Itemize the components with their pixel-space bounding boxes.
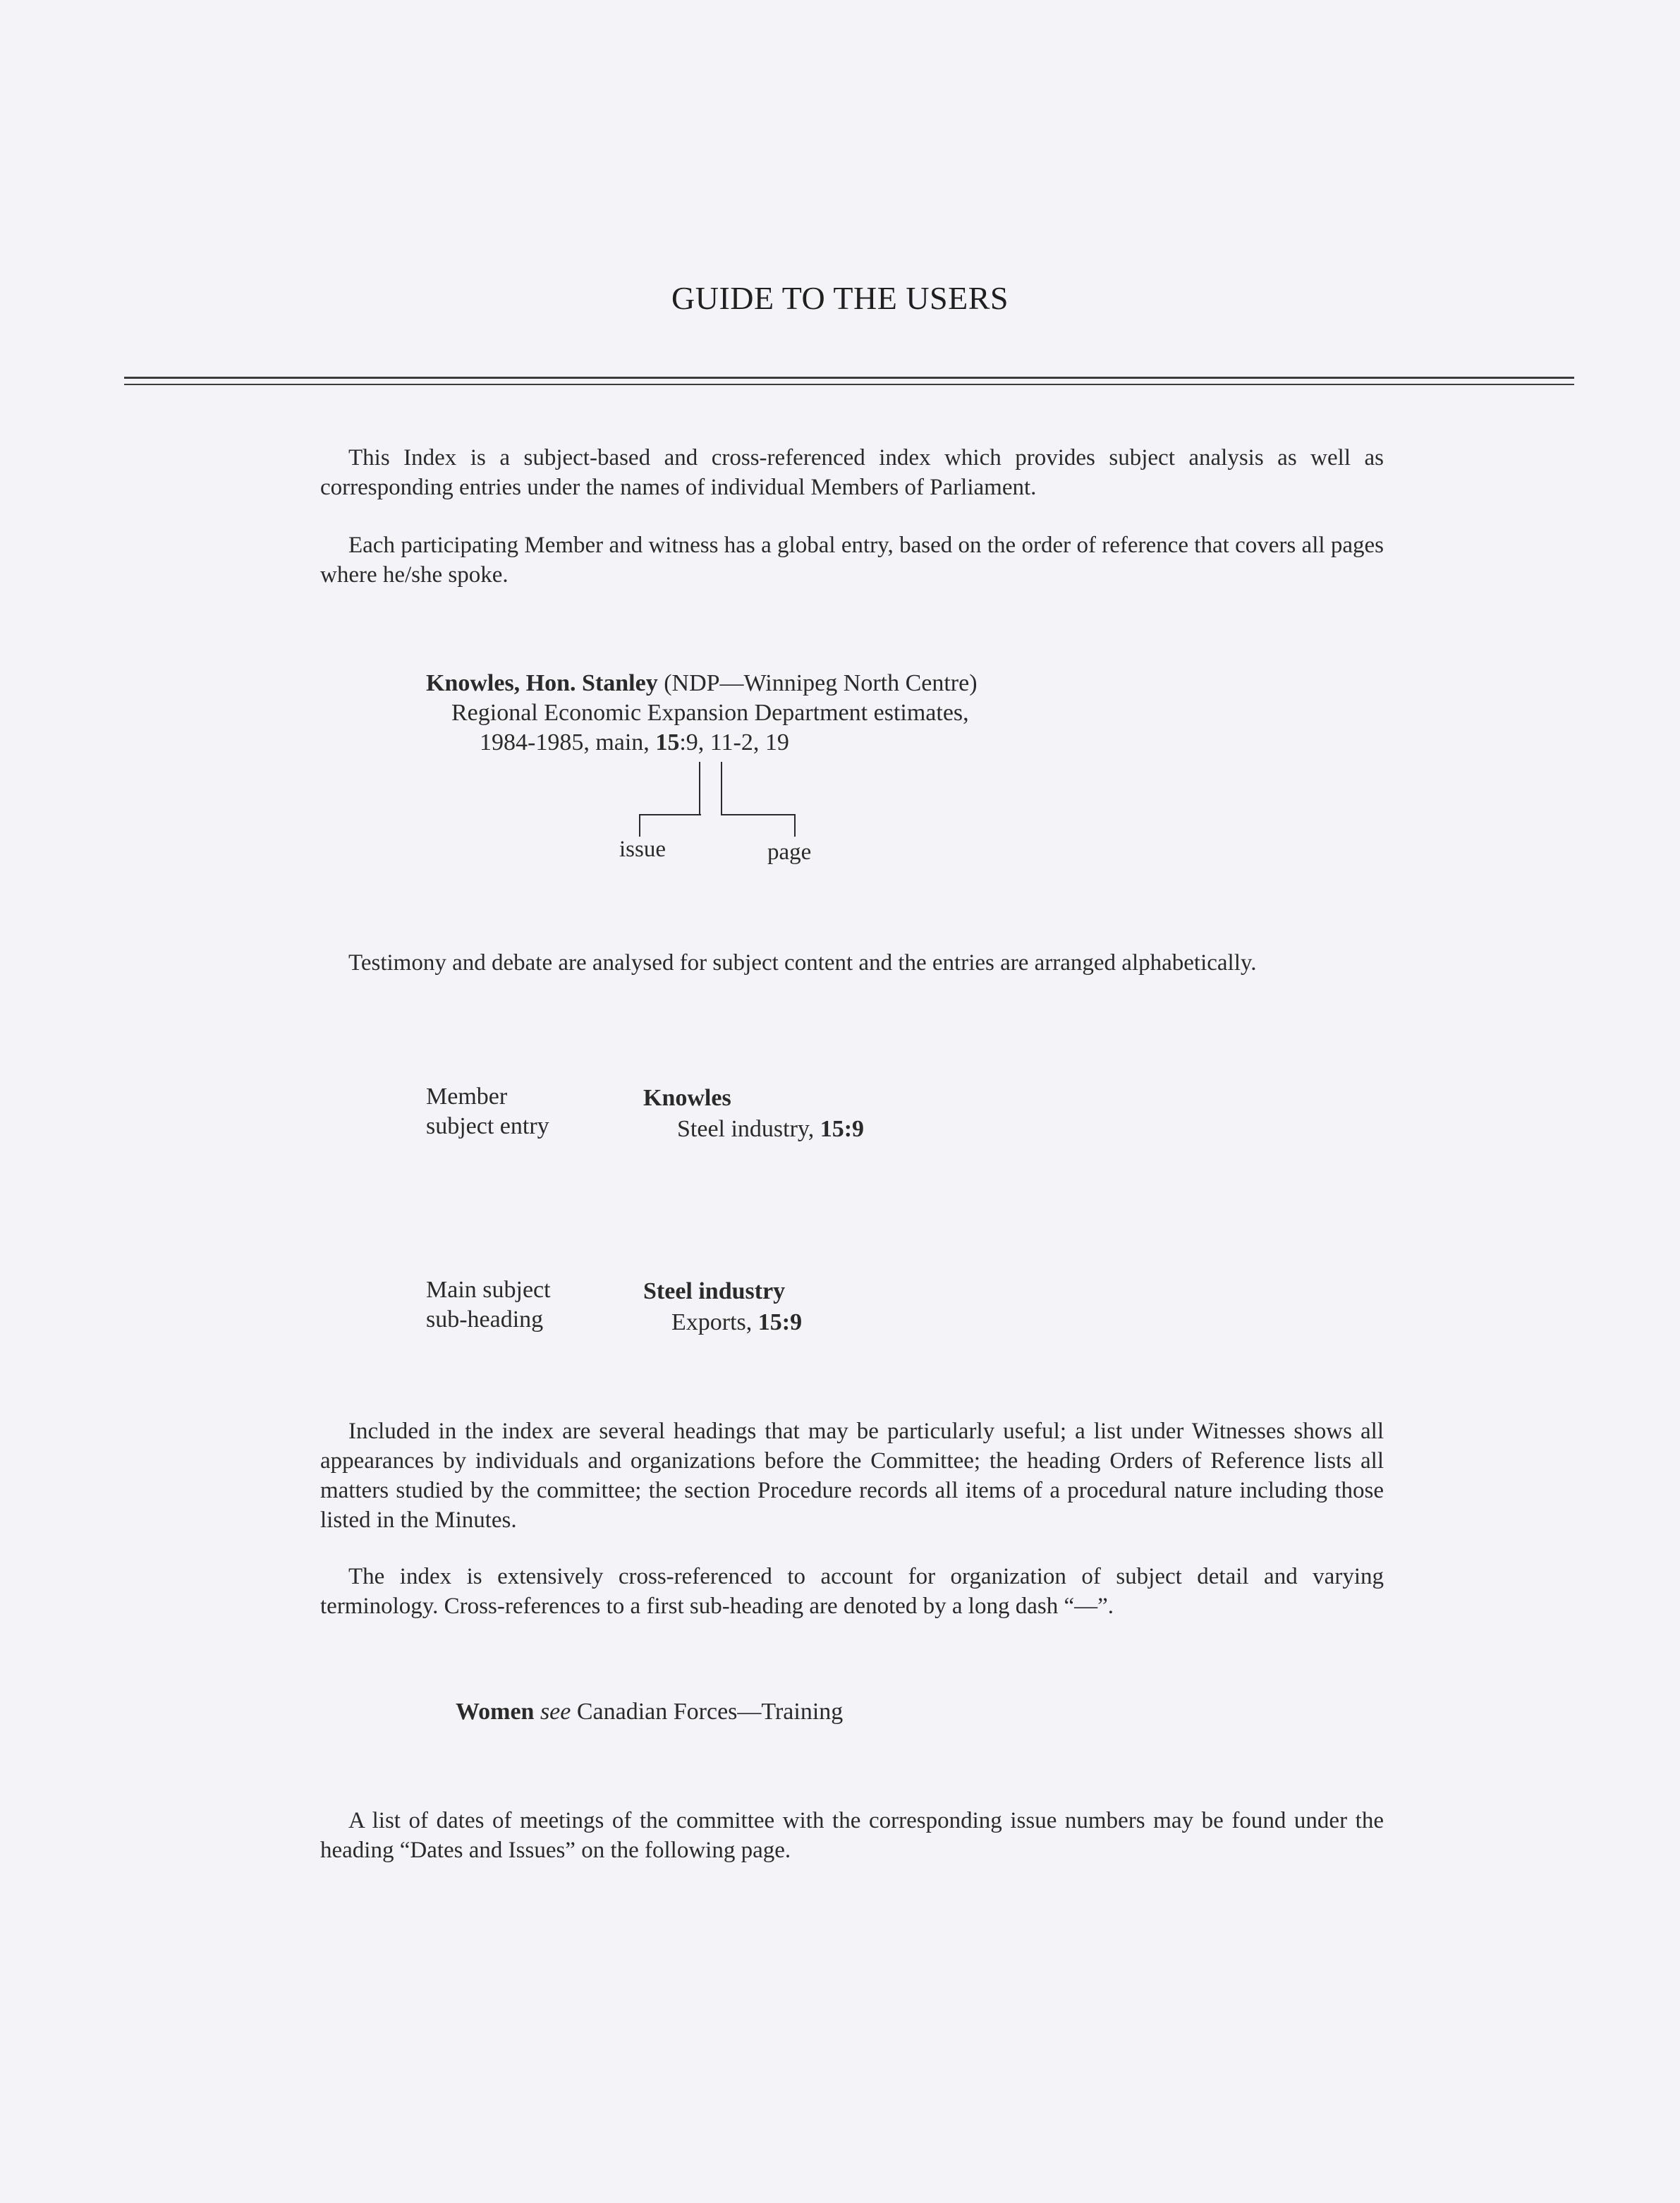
member-affiliation: (NDP—Winnipeg North Centre) [664,670,978,696]
paragraph-testimony: Testimony and debate are analysed for subject content and the entries are arranged alphabetically. [348,950,1257,976]
example2-left-line2: subject entry [426,1113,549,1139]
member-name: Knowles, Hon. Stanley [426,670,658,696]
bracket-issue [639,814,701,837]
intro-paragraph-2: Each participating Member and witness has a global entry, based on the order of reference that covers all pages where he/she spoke. [320,533,1384,588]
example-member-entry-line3: 1984-1985, main, 15:9, 11-2, 19 [480,729,789,755]
example3-left-line2: sub-heading [426,1306,544,1333]
paragraph-dates-issues: A list of dates of meetings of the committee with the corresponding issue numbers may be found under the heading “Dates and Issues” on the following page. [320,1808,1384,1863]
example2-left-line1: Member [426,1084,508,1110]
page-title: GUIDE TO THE USERS [671,280,1009,316]
example-member-entry-line1 [426,669,978,698]
issue-label: issue [619,837,666,862]
bracket-stem-left [699,762,700,815]
example3-heading: Steel industry [643,1278,786,1304]
issue-number: 15 [655,729,680,755]
title-rule-bottom [124,384,1574,385]
example-cross-reference: Women see Canadian Forces—Training [456,1699,844,1725]
paragraph-headings: Included in the index are several headings that may be particularly useful; a list under Witnesses shows all appearances by individuals and organizations before the Committee; the heading Orders of Reference lists all matters studied by the committee; the section Procedure records all items of a procedural nature including those listed in the Minutes. [320,1419,1384,1533]
example3-entry: Exports, 15:9 [671,1309,803,1335]
example2-heading: Knowles [643,1085,731,1111]
example-member-entry-line2: Regional Economic Expansion Department estimates, [451,700,969,726]
page-reference: :9, 11-2, 19 [679,729,789,755]
example3-left-line1: Main subject [426,1277,551,1303]
bracket-page [721,814,796,837]
bracket-stem-right [721,762,722,815]
page-label: page [767,839,812,865]
paragraph-cross-reference: The index is extensively cross-referenced to account for organization of subject detail and varying terminology. Cross-references to a first sub-heading are denoted by a long dash “—”. [320,1564,1384,1619]
title-rule-top [124,377,1574,379]
example2-entry: Steel industry, 15:9 [677,1116,865,1142]
intro-paragraph-1: This Index is a subject-based and cross-referenced index which provides subject analysis as well as corresponding entries under the names of individual Members of Parliament. [320,445,1384,500]
